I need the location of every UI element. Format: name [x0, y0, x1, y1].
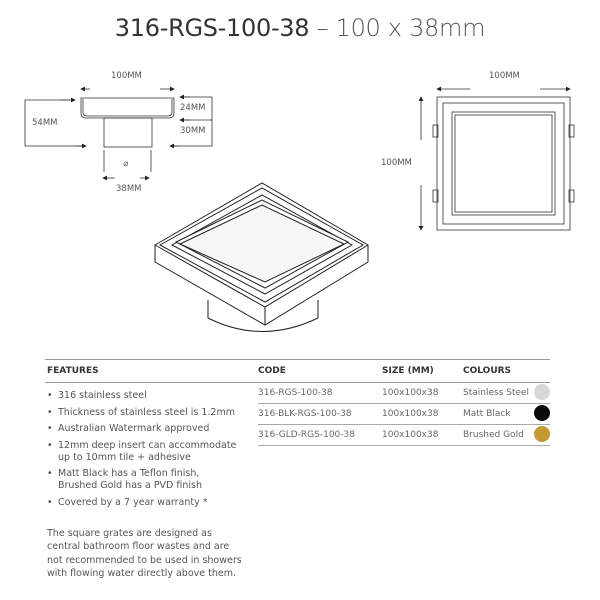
table-row	[258, 383, 550, 404]
bullet: •	[47, 439, 53, 451]
top-view-drawing	[421, 89, 574, 230]
top-width-label: 100MM	[489, 71, 520, 81]
bullet: •	[47, 390, 53, 401]
features-header: FEATURES	[47, 366, 99, 376]
product-size-title: – 100 x 38mm	[316, 14, 486, 42]
code-cell: 316-BLK-RGS-100-38	[258, 409, 352, 419]
bullet: •	[47, 423, 53, 434]
colour-cell: Brushed Gold	[463, 430, 524, 440]
code-header: CODE	[258, 366, 286, 376]
feature-text: 316 stainless steel	[58, 390, 147, 401]
product-code-title: 316-RGS-100-38	[114, 14, 310, 42]
feature-text: 12mm deep insert can accommodate	[58, 439, 237, 451]
bullet: •	[47, 406, 53, 418]
feature-text: Australian Watermark approved	[58, 423, 210, 434]
bullet: •	[47, 496, 53, 508]
size-cell: 100x100x38	[382, 388, 439, 398]
table-row	[258, 404, 550, 425]
usage-note: The square grates are designed as central bathroom floor wastes and are not recommended to be used in showers with flowing water directly above them.	[47, 528, 242, 579]
side-body-label: 30MM	[180, 126, 206, 136]
isometric-drawing	[155, 183, 368, 332]
side-height-label: 54MM	[32, 118, 58, 128]
size-cell: 100x100x38	[382, 409, 439, 419]
code-cell: 316-GLD-RGS-100-38	[258, 430, 355, 440]
feature-text: Brushed Gold has a PVD finish	[58, 480, 203, 491]
colour-swatch	[534, 426, 550, 442]
table-row	[258, 425, 550, 446]
side-width-label: 100MM	[111, 71, 142, 81]
feature-text: Thickness of stainless steel is 1.2mm	[58, 406, 235, 418]
feature-text: up to 10mm tile + adhesive	[58, 451, 191, 463]
colour-cell: Matt Black	[463, 409, 511, 419]
diameter-symbol: ⌀	[123, 159, 129, 169]
colour-swatch	[534, 384, 550, 400]
top-height-label: 100MM	[381, 158, 412, 168]
code-cell: 316-RGS-100-38	[258, 388, 333, 398]
bullet: •	[47, 468, 53, 479]
side-top-label: 24MM	[180, 103, 206, 113]
colour-swatch	[534, 405, 550, 421]
feature-text: Covered by a 7 year warranty *	[58, 496, 208, 508]
colour-cell: Stainless Steel	[463, 388, 530, 398]
colours-header: COLOURS	[463, 366, 512, 376]
size-cell: 100x100x38	[382, 430, 439, 440]
size-header: SIZE (MM)	[382, 366, 434, 376]
feature-text: Matt Black has a Teflon finish,	[58, 468, 200, 479]
outlet-diameter-label: 38MM	[116, 184, 142, 194]
